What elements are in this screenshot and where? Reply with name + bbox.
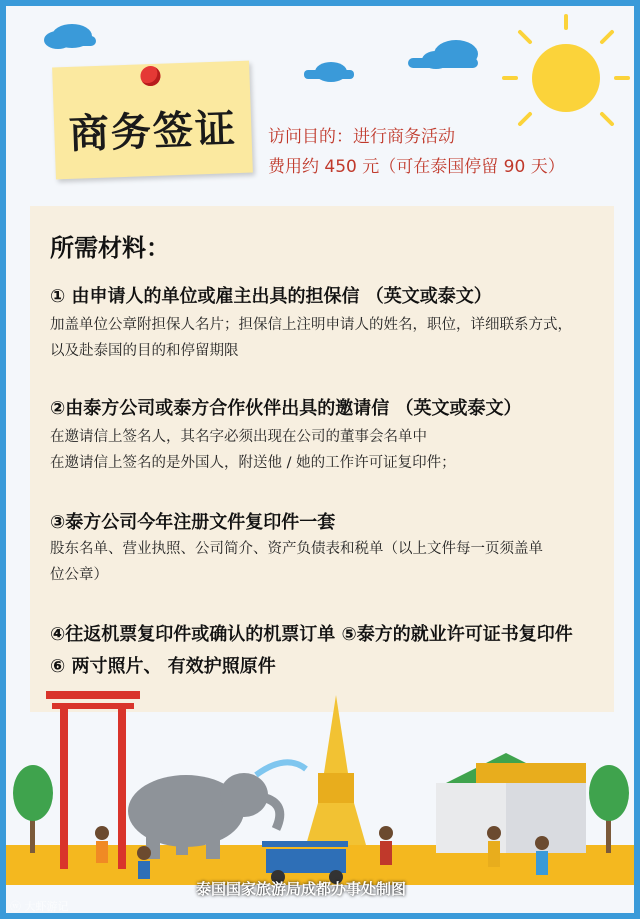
material-item-title: ③泰方公司今年注册文件复印件一套 (50, 512, 336, 533)
tree-icon (13, 765, 53, 853)
material-item-title: ②由泰方公司或泰方合作伙伴出具的邀请信 （英文或泰文） (50, 398, 522, 419)
materials-panel (30, 206, 614, 712)
page-title: 商务签证 (68, 106, 238, 158)
person-icon (535, 836, 549, 875)
tree-icon (589, 765, 629, 853)
person-icon (487, 826, 501, 867)
cloud-icon (408, 40, 478, 69)
material-item-title: ⑥ 两寸照片、 有效护照原件 (50, 656, 276, 677)
person-icon (137, 846, 151, 879)
footer-caption: 泰国国家旅游局成都办事处制图 (196, 880, 407, 898)
poster (6, 6, 634, 913)
title-note (52, 61, 253, 180)
weibo-icon: ⓦ (10, 900, 25, 913)
purpose-line: 访问目的：进行商务活动 (268, 127, 455, 147)
water-splash-icon (256, 762, 306, 775)
giant-swing-icon (46, 691, 140, 869)
material-item-text: 加盖单位公章附担保人名片；担保信上注明申请人的姓名，职位，详细联系方式， 以及赴泰国的目的和停留期限 (50, 317, 572, 359)
fee-line: 费用约 450 元（可在泰国停留 90 天） (268, 157, 565, 177)
person-icon (95, 826, 109, 863)
material-item-title: ① 由申请人的单位或雇主出具的担保信 （英文或泰文） (50, 286, 492, 307)
material-item-text: 股东名单、营业执照、公司简介、资产负债表和税单（以上文件每一页须盖单 位公章） (50, 541, 543, 583)
material-item-text: 在邀请信上签名人，其名字必须出现在公司的董事会名单中 在邀请信上签名的是外国人，附送他 / 她的工作许可证复印件； (50, 429, 456, 471)
visa-purpose (268, 122, 565, 182)
cloud-icon (304, 62, 354, 82)
material-item-title: ④往返机票复印件或确认的机票订单 ⑤泰方的就业许可证书复印件 (50, 624, 573, 645)
temple-icon (436, 753, 586, 853)
pin-icon (140, 66, 161, 87)
materials-heading: 所需材料： (50, 234, 170, 262)
watermark: ⓦ 大虾游记 (10, 900, 69, 913)
person-icon (379, 826, 393, 865)
pagoda-icon (306, 695, 366, 845)
sun-icon (504, 16, 628, 126)
cloud-icon (44, 24, 96, 49)
